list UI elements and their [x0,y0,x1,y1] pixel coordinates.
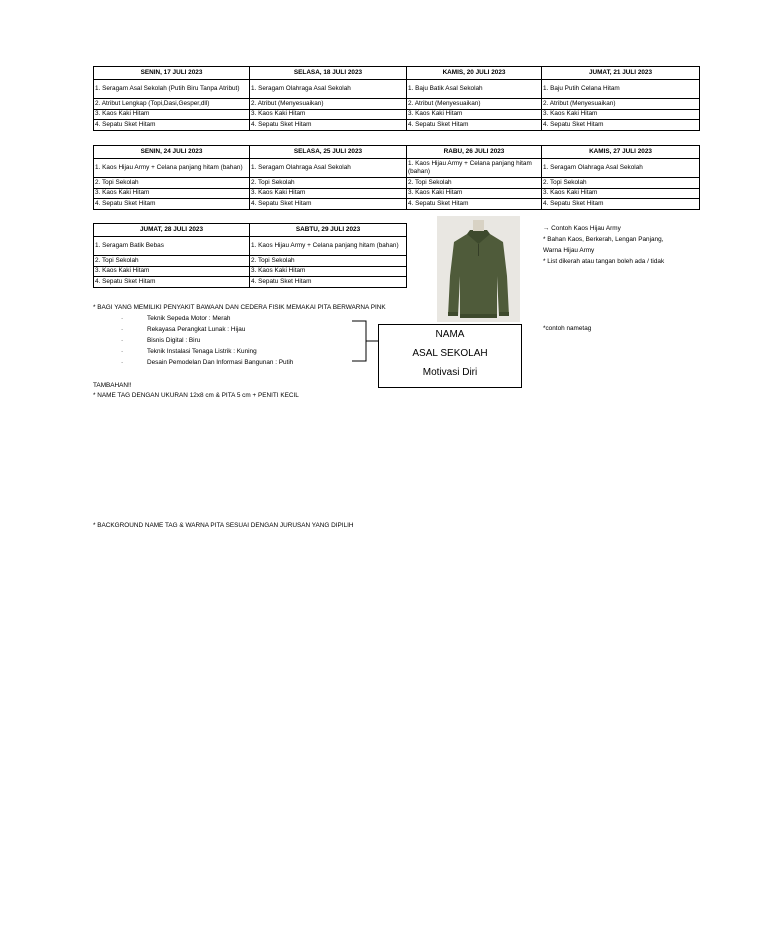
table-row [94,188,700,199]
table-cell: 4. Sepatu Sket Hitam [94,199,250,210]
nametag-motivation: Motivasi Diri [422,367,478,378]
jurusan-list-item [121,358,293,367]
shirt-note: * List dikerah atau tangan boleh ada / tidak [543,258,665,265]
table-cell: 3. Kaos Kaki Hitam [94,109,250,120]
table-cell: 2. Topi Sekolah [407,178,542,189]
table-row [94,159,700,178]
table-cell: 3. Kaos Kaki Hitam [250,188,407,199]
table-cell: 4. Sepatu Sket Hitam [407,120,542,131]
table-cell: 3. Kaos Kaki Hitam [407,109,542,120]
shirt-illustration [437,216,520,322]
table-row [94,277,407,288]
table-row [94,237,407,256]
table-row [94,109,700,120]
day-header: SELASA, 18 JULI 2023 [250,67,407,80]
table-cell: 1. Kaos Hijau Army + Celana panjang hitam (bahan) [407,159,542,178]
jurusan-label: Desain Pemodelan Dan Informasi Bangunan : Putih [147,359,294,366]
tambahan-note: * NAME TAG DENGAN UKURAN 12x8 cm & PITA 5 cm + PENITI KECIL [93,392,299,399]
table-cell: 1. Seragam Olahraga Asal Sekolah [250,80,407,99]
jurusan-list-item [121,325,245,334]
shirt-note: → Contoh Kaos Hijau Army [543,225,621,232]
table-cell: 4. Sepatu Sket Hitam [250,199,407,210]
table-cell: 3. Kaos Kaki Hitam [94,266,250,277]
jurusan-list-item [121,347,257,356]
table-row [94,256,407,267]
bullet-icon: · [121,315,124,322]
table-cell: 1. Baju Putih Celana Hitam [542,80,700,99]
day-header: JUMAT, 21 JULI 2023 [542,67,700,80]
table-cell: 2. Topi Sekolah [250,178,407,189]
table-cell: 3. Kaos Kaki Hitam [250,109,407,120]
jurusan-label: Teknik Sepeda Motor : Merah [147,315,231,322]
table-row [94,199,700,210]
table-cell: 2. Atribut (Menyesuaikan) [407,99,542,110]
table-cell: 4. Sepatu Sket Hitam [250,120,407,131]
jurusan-label: Bisnis Digital : Biru [147,337,201,344]
table-row [94,178,700,189]
table-cell: 2. Atribut Lengkap (Topi,Dasi,Gesper,dll) [94,99,250,110]
schedule-table-week-3 [93,223,407,288]
jurusan-label: Rekayasa Perangkat Lunak : Hijau [147,326,246,333]
schedule-table-week-1 [93,66,700,131]
bullet-icon: · [121,359,124,366]
table-cell: 4. Sepatu Sket Hitam [407,199,542,210]
table-cell: 4. Sepatu Sket Hitam [542,120,700,131]
table-cell: 4. Sepatu Sket Hitam [94,120,250,131]
table-row [94,120,700,131]
day-header: SABTU, 29 JULI 2023 [250,224,407,237]
table-cell: 1. Seragam Olahraga Asal Sekolah [542,159,700,178]
nametag-caption: *contoh nametag [543,325,592,332]
bullet-icon: · [121,326,124,333]
bullet-icon: · [121,337,124,344]
table-header-row [94,67,700,80]
bracket-connector [350,320,380,364]
table-cell: 2. Topi Sekolah [94,178,250,189]
table-cell: 1. Seragam Asal Sekolah (Putih Biru Tanpa Atribut) [94,80,250,99]
table-header-row [94,146,700,159]
background-note: * BACKGROUND NAME TAG & WARNA PITA SESUAI DENGAN JURUSAN YANG DIPILIH [93,522,354,529]
table-cell: 2. Atribut (Menyesuaikan) [250,99,407,110]
nametag-example [378,324,522,388]
day-header: RABU, 26 JULI 2023 [407,146,542,159]
table-cell: 1. Kaos Hijau Army + Celana panjang hitam (bahan) [250,237,407,256]
table-cell: 1. Seragam Olahraga Asal Sekolah [250,159,407,178]
table-cell: 4. Sepatu Sket Hitam [250,277,407,288]
nametag-school: ASAL SEKOLAH [412,348,488,359]
day-header: KAMIS, 27 JULI 2023 [542,146,700,159]
table-row [94,80,700,99]
schedule-table-week-2 [93,145,700,210]
jurusan-label: Teknik Instalasi Tenaga Listrik : Kuning [147,348,257,355]
table-cell: 2. Topi Sekolah [250,256,407,267]
table-cell: 3. Kaos Kaki Hitam [542,109,700,120]
jurusan-list-item [121,314,230,323]
pita-pink-note: * BAGI YANG MEMILIKI PENYAKIT BAWAAN DAN CEDERA FISIK MEMAKAI PITA BERWARNA PINK [93,304,386,311]
day-header: KAMIS, 20 JULI 2023 [407,67,542,80]
table-cell: 2. Topi Sekolah [542,178,700,189]
table-cell: 3. Kaos Kaki Hitam [542,188,700,199]
table-cell: 1. Seragam Batik Bebas [94,237,250,256]
shirt-note: Warna Hijau Army [543,247,595,254]
jurusan-list-item [121,336,200,345]
table-cell: 2. Atribut (Menyesuaikan) [542,99,700,110]
day-header: SENIN, 17 JULI 2023 [94,67,250,80]
tambahan-title: TAMBAHAN!! [93,382,132,389]
day-header: SELASA, 25 JULI 2023 [250,146,407,159]
table-cell: 1. Baju Batik Asal Sekolah [407,80,542,99]
shirt-note: * Bahan Kaos, Berkerah, Lengan Panjang, [543,236,664,243]
nametag-name: NAMA [435,329,465,340]
table-row [94,266,407,277]
table-cell: 4. Sepatu Sket Hitam [94,277,250,288]
day-header: SENIN, 24 JULI 2023 [94,146,250,159]
table-cell: 3. Kaos Kaki Hitam [407,188,542,199]
table-header-row [94,224,407,237]
table-cell: 3. Kaos Kaki Hitam [94,188,250,199]
army-green-shirt-photo [437,216,520,322]
day-header: JUMAT, 28 JULI 2023 [94,224,250,237]
table-cell: 4. Sepatu Sket Hitam [542,199,700,210]
table-cell: 1. Kaos Hijau Army + Celana panjang hitam (bahan) [94,159,250,178]
table-cell: 3. Kaos Kaki Hitam [250,266,407,277]
bullet-icon: · [121,348,124,355]
table-row [94,99,700,110]
table-cell: 2. Topi Sekolah [94,256,250,267]
